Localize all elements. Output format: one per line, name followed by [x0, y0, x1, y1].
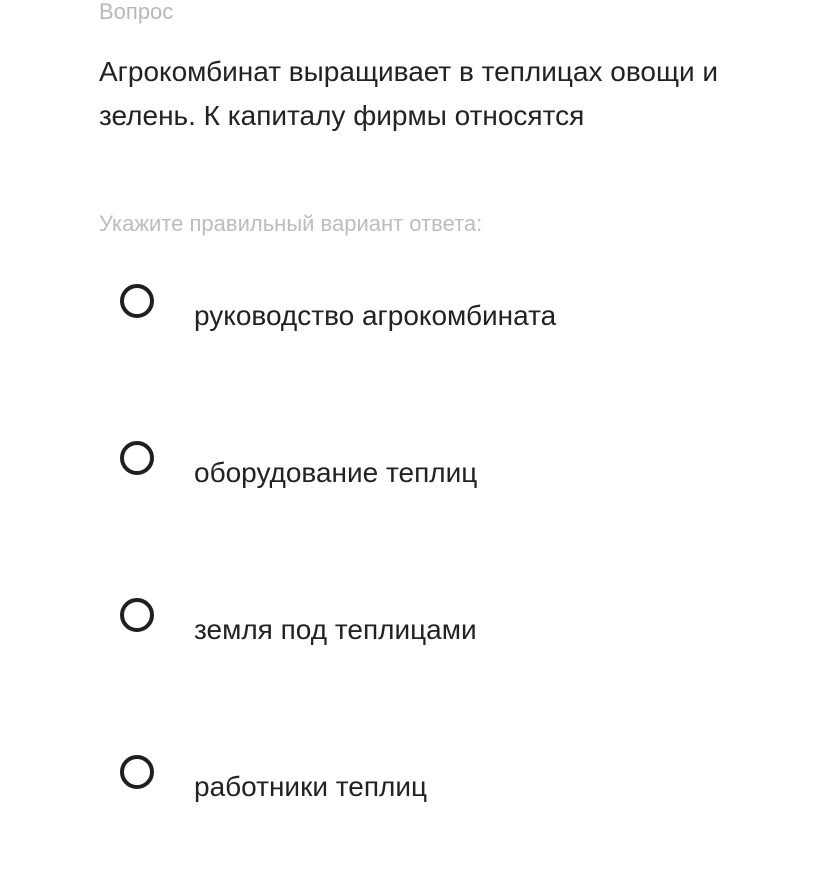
radio-button-icon[interactable]	[120, 598, 154, 632]
answer-option-label[interactable]: земля под теплицами	[194, 614, 477, 645]
section-label: Вопрос	[99, 0, 174, 24]
answer-option-label[interactable]: оборудование теплиц	[194, 457, 478, 488]
answer-instruction: Укажите правильный вариант ответа:	[99, 211, 483, 236]
radio-button-icon[interactable]	[120, 755, 154, 789]
answer-option-3[interactable]	[118, 596, 738, 656]
answer-option-label[interactable]: работники теплиц	[194, 771, 427, 802]
radio-button-icon[interactable]	[120, 441, 154, 475]
answer-option-1[interactable]	[118, 282, 738, 342]
answer-option-label[interactable]: руководство агрокомбината	[194, 300, 557, 331]
question-text: Агрокомбинат выращивает в теплицах овощи и зелень. К капиталу фирмы относятся	[99, 56, 719, 131]
answer-option-2[interactable]	[118, 439, 738, 499]
radio-button-icon[interactable]	[120, 284, 154, 318]
answer-option-4[interactable]	[118, 753, 738, 813]
